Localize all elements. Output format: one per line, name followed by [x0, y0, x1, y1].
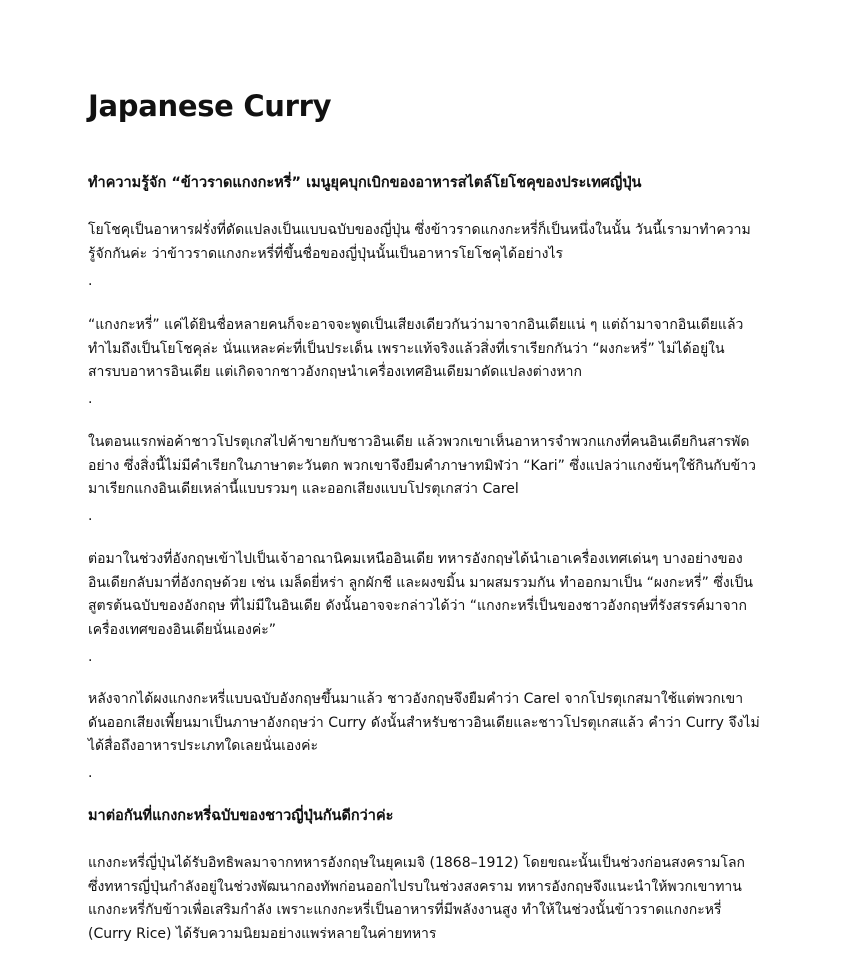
article — [88, 88, 760, 942]
section-heading-intro: ทำความรู้จัก “ข้าวราดแกงกะหรี่” เมนูยุคบุกเบิกของอาหารสไตล์โยโชคุของประเทศญี่ปุ่น — [88, 175, 642, 191]
paragraph-5: หลังจากได้ผงแกงกะหรี่แบบฉบับอังกฤษขึ้นมาแล้ว ชาวอังกฤษจึงยืมคำว่า Carel จากโปรตุเกสมาใช้แต่พวกเขาดันออกเสียงเพี้ยนมาเป็นภาษาอังกฤษว่า Curry ดังนั้นสำหรับชาวอินเดียและชาวโปรตุเกสแล้ว คำว่า Curry จึงไม่ได้สื่อถึงอาหารประเภทใดเลยนั่นเองค่ะ — [88, 691, 760, 754]
separator-dot: . — [88, 273, 93, 289]
article-title: Japanese Curry — [88, 89, 332, 123]
paragraph-6: แกงกะหรี่ญี่ปุ่นได้รับอิทธิพลมาจากทหารอังกฤษในยุคเมจิ (1868–1912) โดยขณะนั้นเป็นช่วงก่อนสงครามโลก ซึ่งทหารญี่ปุ่นกำลังอยู่ในช่วงพัฒนากองทัพก่อนออกไปรบในช่วงสงคราม ทหารอังกฤษจึงแนะนำให้พวกเขาทานแกงกะหรี่กับข้าวเพื่อเสริมกำลัง เพราะแกงกะหรี่เป็นอาหารที่มีพลังงานสูง ทำให้ในช่วงนั้นข้าวราดแกงกะหรี่ (Curry Rice) ได้รับความนิยมอย่างแพร่หลายในค่ายทหาร — [88, 855, 746, 942]
separator-dot: . — [88, 508, 93, 524]
separator-dot: . — [88, 391, 93, 407]
separator-dot: . — [88, 765, 93, 781]
paragraph-4: ต่อมาในช่วงที่อังกฤษเข้าไปเป็นเจ้าอาณานิคมเหนืออินเดีย ทหารอังกฤษได้นำเอาเครื่องเทศเด่นๆ บางอย่างของอินเดียกลับมาที่อังกฤษด้วย เช่น เมล็ดยี่หร่า ลูกผักชี และผงขมิ้น มาผสมรวมกัน ทำออกมาเป็น “ผงกะหรี่” ซึ่งเป็นสูตรต้นฉบับของอังกฤษ ที่ไม่มีในอินเดีย ดังนั้นอาจจะกล่าวได้ว่า “แกงกะหรี่เป็นของชาวอังกฤษที่รังสรรค์มาจากเครื่องเทศของอินเดียนั่นเองค่ะ” — [88, 551, 753, 638]
paragraph-2: “แกงกะหรี่” แค่ได้ยินชื่อหลายคนก็จะอาจจะพูดเป็นเสียงเดียวกันว่ามาจากอินเดียแน่ ๆ แต่ถ้ามาจากอินเดียแล้วทำไมถึงเป็นโยโชคุล่ะ นั่นแหละค่ะที่เป็นประเด็น เพราะแท้จริงแล้วสิ่งที่เราเรียกกันว่า “ผงกะหรี่” ไม่ได้อยู่ในสารบบอาหารอินเดีย แต่เกิดจากชาวอังกฤษนำเครื่องเทศอินเดียมาดัดแปลงต่างหาก — [88, 317, 744, 380]
paragraph-1: โยโชคุเป็นอาหารฝรั่งที่ดัดแปลงเป็นแบบฉบับของญี่ปุ่น ซึ่งข้าวราดแกงกะหรี่ก็เป็นหนึ่งในนั้น วันนี้เรามาทำความรู้จักกันค่ะ ว่าข้าวราดแกงกะหรี่ที่ขึ้นชื่อของญี่ปุ่นนั้นเป็นอาหารโยโชคุได้อย่างไร — [88, 222, 751, 262]
section-heading-japan: มาต่อกันที่แกงกะหรี่ฉบับของชาวญี่ปุ่นกันดีกว่าค่ะ — [88, 808, 394, 824]
separator-dot: . — [88, 649, 93, 665]
paragraph-3: ในตอนแรกพ่อค้าชาวโปรตุเกสไปค้าขายกับชาวอินเดีย แล้วพวกเขาเห็นอาหารจำพวกแกงที่คนอินเดียกินสารพัดอย่าง ซึ่งสิ่งนี้ไม่มีคำเรียกในภาษาตะวันตก พวกเขาจึงยืมคำภาษาทมิฬว่า “Kari” ซึ่งแปลว่าแกงข้นๆใช้กินกับข้าว มาเรียกแกงอินเดียเหล่านี้แบบรวมๆ และออกเสียงแบบโปรตุเกสว่า Carel — [88, 434, 756, 497]
